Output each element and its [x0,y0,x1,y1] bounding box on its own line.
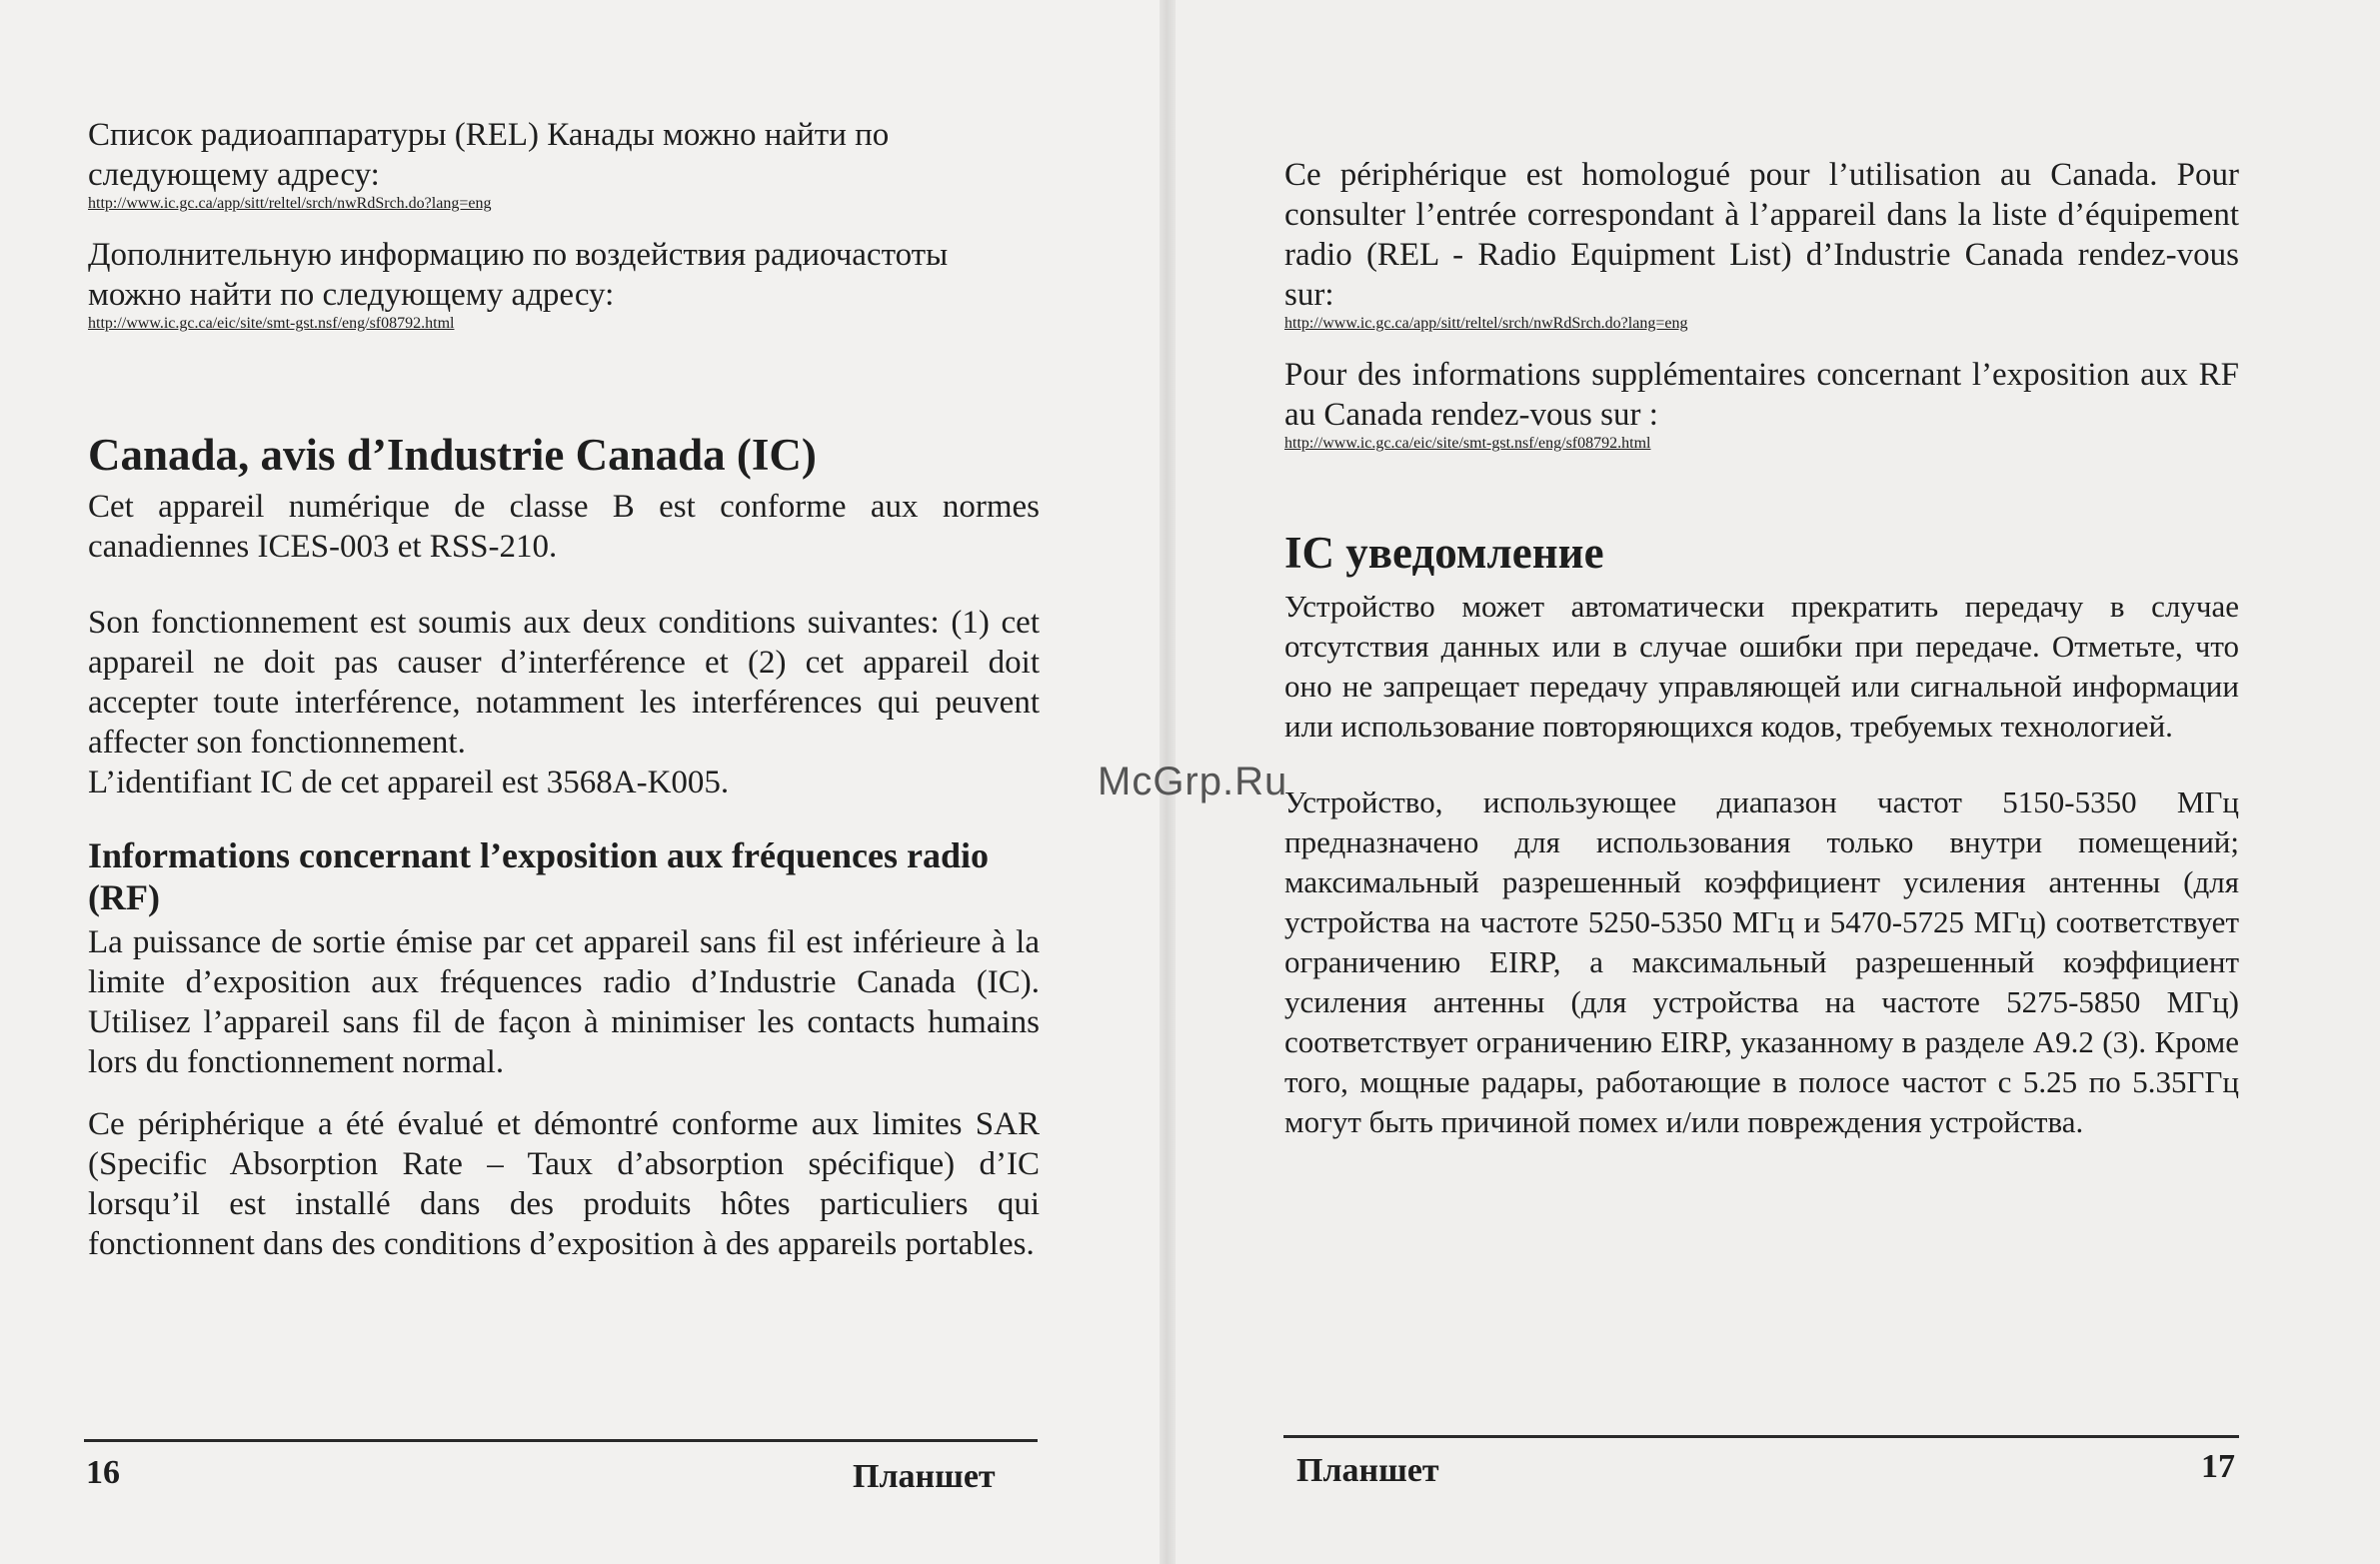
ic-canada-paragraph-1: Cet appareil numérique de classe B est conforme aux normes canadiennes ICES-003 et RSS-210. [88,489,1040,565]
ic-notice-paragraph-1: Устройство может автоматически прекратить передачу в случае отсутствия данных или в случае ошибки при передаче. Отметьте, что оно не запрещает передачу управляющей или сигнальной информации или использование повторяющихся кодов, требуемых технологией. [1284,589,2239,744]
ic-canada-heading: Canada, avis d’Industrie Canada (IC) [88,430,817,480]
right-page-number: 17 [2201,1448,2235,1485]
rf-info-text: Дополнительную информацию по воздействия радиочастоты можно найти по следующему адресу: [88,237,949,313]
right-footer-title: Планшет [1296,1452,1439,1489]
right-page-content [1284,155,2239,1142]
rel-list-link[interactable]: http://www.ic.gc.ca/app/sitt/reltel/srch/nwRdSrch.do?lang=eng [88,195,492,212]
rel-list-text: Список радиоаппаратуры (REL) Канады можно найти по следующему адресу: [88,117,890,193]
right-footer-rule [1283,1435,2239,1438]
ic-notice-paragraph-2: Устройство, использующее диапазон частот 5150-5350 МГц предназначено для использования только внутри помещений; максимальный разрешенный коэффициент усиления антенны (для устройства на частоте 5250-5350 МГц и 5470-5725 МГц) соответствует ограничению EIRP, а максимальный разрешенный коэффициент усиления антенны (для устройства на частоте 5275-5850 МГц) соответствует ограничению EIRP, указанному в разделе A9.2 (3). Кроме того, мощные радары, работающие в полосе частот с 5.25 по 5.35ГГц могут быть причиной помех и/или повреждения устройства. [1284,784,2239,1139]
left-page-number: 16 [86,1454,120,1491]
ic-canada-paragraph-2: Son fonctionnement est soumis aux deux conditions suivantes: (1) cet appareil ne doit pas causer d’interférence et (2) cet appareil doit accepter toute interférence, notamment les interférences qui peuvent affecter son fonctionnement. [88,605,1040,761]
ic-notice-heading: IC уведомление [1284,528,1604,578]
ic-identifier-text: L’identifiant IC de cet appareil est 3568A-K005. [88,765,730,800]
rf-exposure-paragraph-1: La puissance de sortie émise par cet appareil sans fil est inférieure à la limite d’exposition aux fréquences radio d’Industrie Canada (IC). Utilisez l’appareil sans fil de façon à minimiser les contacts humains lors du fonctionnement normal. [88,924,1040,1080]
homologation-link[interactable]: http://www.ic.gc.ca/app/sitt/reltel/srch/nwRdSrch.do?lang=eng [1284,315,1688,332]
left-footer-rule [84,1439,1038,1442]
homologation-paragraph: Ce périphérique est homologué pour l’utilisation au Canada. Pour consulter l’entrée correspondant à l’appareil dans la liste d’équipement radio (REL - Radio Equipment List) d’Industrie Canada rendez-vous sur: [1284,157,2239,313]
rf-info-link[interactable]: http://www.ic.gc.ca/eic/site/smt-gst.nsf/eng/sf08792.html [88,315,455,332]
rf-exposure-info-paragraph: Pour des informations supplémentaires concernant l’exposition aux RF au Canada rendez-vous sur : [1284,357,2239,433]
rf-exposure-paragraph-2: Ce périphérique a été évalué et démontré conforme aux limites SAR (Specific Absorption Rate – Taux d’absorption spécifique) d’IC lorsqu’il est installé dans des produits hôtes particuliers qui fonctionnent dans des conditions d’exposition à des appareils portables. [88,1106,1040,1262]
rf-exposure-info-link[interactable]: http://www.ic.gc.ca/eic/site/smt-gst.nsf/eng/sf08792.html [1284,435,1651,452]
left-footer-title: Планшет [853,1458,996,1495]
rf-exposure-heading: Informations concernant l’exposition aux fréquences radio (RF) [88,835,989,917]
left-page-content [88,115,1040,1264]
watermark: McGrp.Ru [1098,760,1288,803]
